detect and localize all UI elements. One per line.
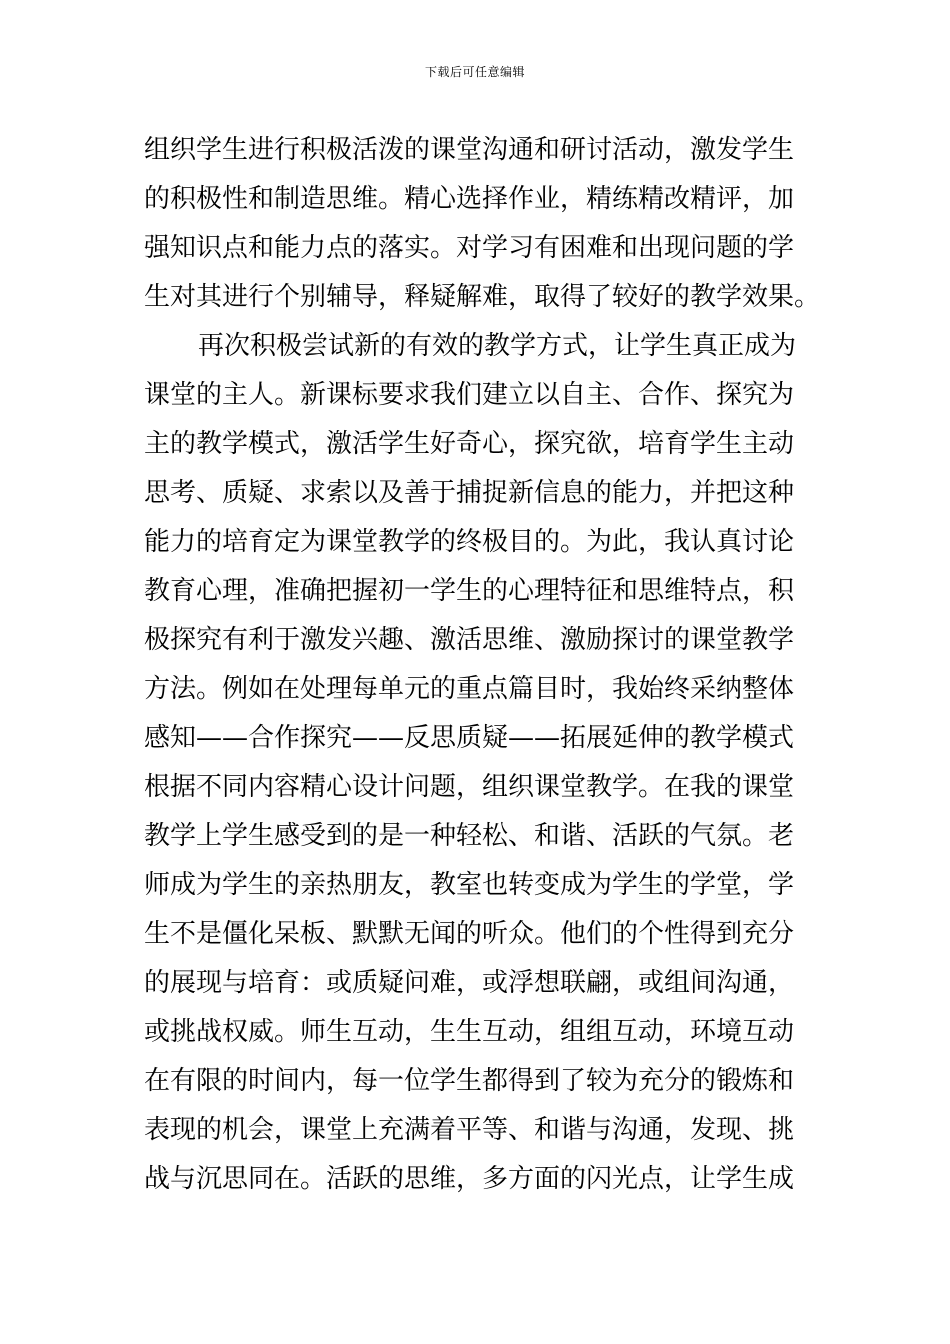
text-line: 能力的培育定为课堂教学的终极目的。为此，我认真讨论	[144, 527, 795, 557]
text-line: 生对其进行个别辅导，释疑解难，取得了较好的教学效果。	[144, 282, 821, 312]
text-line: 课堂的主人。新课标要求我们建立以自主、合作、探究为	[144, 380, 795, 410]
text-line: 战与沉思同在。活跃的思维，多方面的闪光点，让学生成	[144, 1164, 795, 1194]
text-line: 组织学生进行积极活泼的课堂沟通和研讨活动，激发学生	[144, 135, 795, 165]
text-line: 生不是僵化呆板、默默无闻的听众。他们的个性得到充分	[144, 919, 795, 949]
text-line: 思考、质疑、求索以及善于捕捉新信息的能力，并把这种	[144, 478, 795, 508]
text-line: 表现的机会，课堂上充满着平等、和谐与沟通，发现、挑	[144, 1115, 795, 1145]
text-line: 感知——合作探究——反思质疑——拓展延伸的教学模式	[144, 723, 795, 753]
text-line: 的积极性和制造思维。精心选择作业，精练精改精评，加	[144, 184, 795, 214]
text-line: 的展现与培育：或质疑问难，或浮想联翩，或组间沟通，	[144, 968, 795, 998]
document-body	[144, 126, 824, 1204]
paragraph-first-line: 再次积极尝试新的有效的教学方式，让学生真正成为	[198, 331, 797, 361]
text-line: 或挑战权威。师生互动，生生互动，组组互动，环境互动	[144, 1017, 795, 1047]
text-line: 方法。例如在处理每单元的重点篇目时，我始终采纳整体	[144, 674, 795, 704]
page-header: 下载后可任意编辑	[424, 65, 525, 79]
text-line: 主的教学模式，激活学生好奇心，探究欲，培育学生主动	[144, 429, 795, 459]
text-line: 教育心理，准确把握初一学生的心理特征和思维特点，积	[144, 576, 795, 606]
text-line: 极探究有利于激发兴趣、激活思维、激励探讨的课堂教学	[144, 625, 795, 655]
text-line: 教学上学生感受到的是一种轻松、和谐、活跃的气氛。老	[144, 821, 795, 851]
text-line: 在有限的时间内，每一位学生都得到了较为充分的锻炼和	[144, 1066, 795, 1096]
text-line: 强知识点和能力点的落实。对学习有困难和出现问题的学	[144, 233, 795, 263]
text-line: 师成为学生的亲热朋友，教室也转变成为学生的学堂，学	[144, 870, 795, 900]
text-line: 根据不同内容精心设计问题，组织课堂教学。在我的课堂	[144, 772, 795, 802]
